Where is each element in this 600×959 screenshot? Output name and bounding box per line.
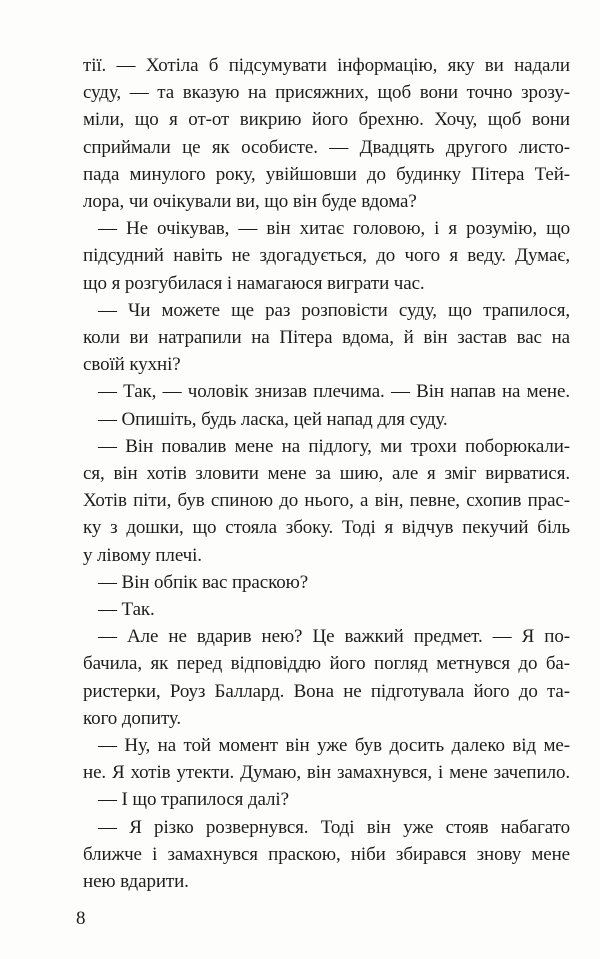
text-line: ся, він хотів зловити мене за шию, але я зміг вирватися.	[83, 463, 570, 485]
text-line: Хотів піти, був спиною до нього, а він, певне, схопив прас-	[83, 490, 570, 512]
paragraph	[83, 569, 570, 596]
text-line: кого допиту.	[83, 707, 182, 729]
text-line: — Він повалив мене на підлогу, ми трохи поборюкали-	[98, 435, 570, 457]
text-line: — Так, — чоловік знизав плечима. — Він напав на мене.	[98, 381, 570, 403]
text-line: — Але не вдарив нею? Це важкий предмет. — Я по-	[98, 626, 570, 648]
paragraph	[83, 297, 570, 379]
text-line: сприймали це як особисте. — Двадцять другого листо-	[83, 136, 570, 158]
text-line: — Ну, на той момент він уже був досить далеко від ме-	[98, 735, 570, 757]
paragraph	[83, 732, 570, 786]
paragraph	[83, 623, 570, 732]
text-line: нею вдарити.	[83, 871, 189, 893]
text-line: — Чи можете ще раз розповісти суду, що трапилося,	[98, 299, 570, 321]
text-line: — Він обпік вас праскою?	[98, 571, 309, 593]
text-line: що я розгубилася і намагаюся виграти час.	[83, 272, 425, 294]
text-line: тії. — Хотіла б підсумувати інформацію, яку ви надали	[83, 55, 570, 76]
paragraph	[83, 215, 570, 297]
text-line: підсудний навіть не здогадується, до чого я веду. Думає,	[83, 245, 570, 267]
text-line: коли ви натрапили на Пітера вдома, й він застав вас на	[83, 327, 570, 349]
paragraph	[83, 433, 570, 569]
paragraph	[83, 596, 570, 623]
text-line: ку з дошки, що стояла збоку. Тоді я відчув пекучий біль	[83, 517, 570, 539]
text-block	[83, 52, 570, 895]
text-line: — Опишіть, будь ласка, цей напад для суду.	[98, 408, 448, 430]
paragraph	[83, 406, 570, 433]
text-line: своїй кухні?	[83, 354, 181, 376]
paragraph	[83, 52, 570, 215]
text-line: не. Я хотів утекти. Думаю, він замахнувся, і мене зачепило.	[83, 762, 570, 784]
text-line: — І що трапилося далі?	[98, 789, 289, 811]
text-line: суду, — та вказую на присяжних, щоб вони точно зрозу-	[83, 82, 570, 104]
paragraph	[83, 786, 570, 813]
paragraph	[83, 814, 570, 896]
text-line: — Не очікував, — він хитає головою, і я розумію, що	[98, 218, 570, 240]
text-line: у лівому плечі.	[83, 544, 202, 566]
text-line: міли, що я от-от викрию його брехню. Хочу, щоб вони	[83, 109, 570, 131]
text-line: — Так.	[98, 599, 155, 621]
text-line: ристерки, Роуз Баллард. Вона не підготувала його до та-	[83, 680, 570, 702]
paragraph	[83, 378, 570, 405]
text-line: лора, чи очікували ви, що він буде вдома?	[83, 191, 417, 213]
text-line: ближче і замахнувся праскою, ніби збирався знову мене	[83, 843, 570, 865]
text-line: — Я різко розвернувся. Тоді він уже стояв набагато	[98, 816, 570, 838]
page-number: 8	[76, 908, 86, 930]
text-line: пада минулого року, увійшовши до будинку Пітера Тей-	[83, 163, 570, 185]
text-line: бачила, як перед відповіддю його погляд метнувся до ба-	[83, 653, 570, 675]
